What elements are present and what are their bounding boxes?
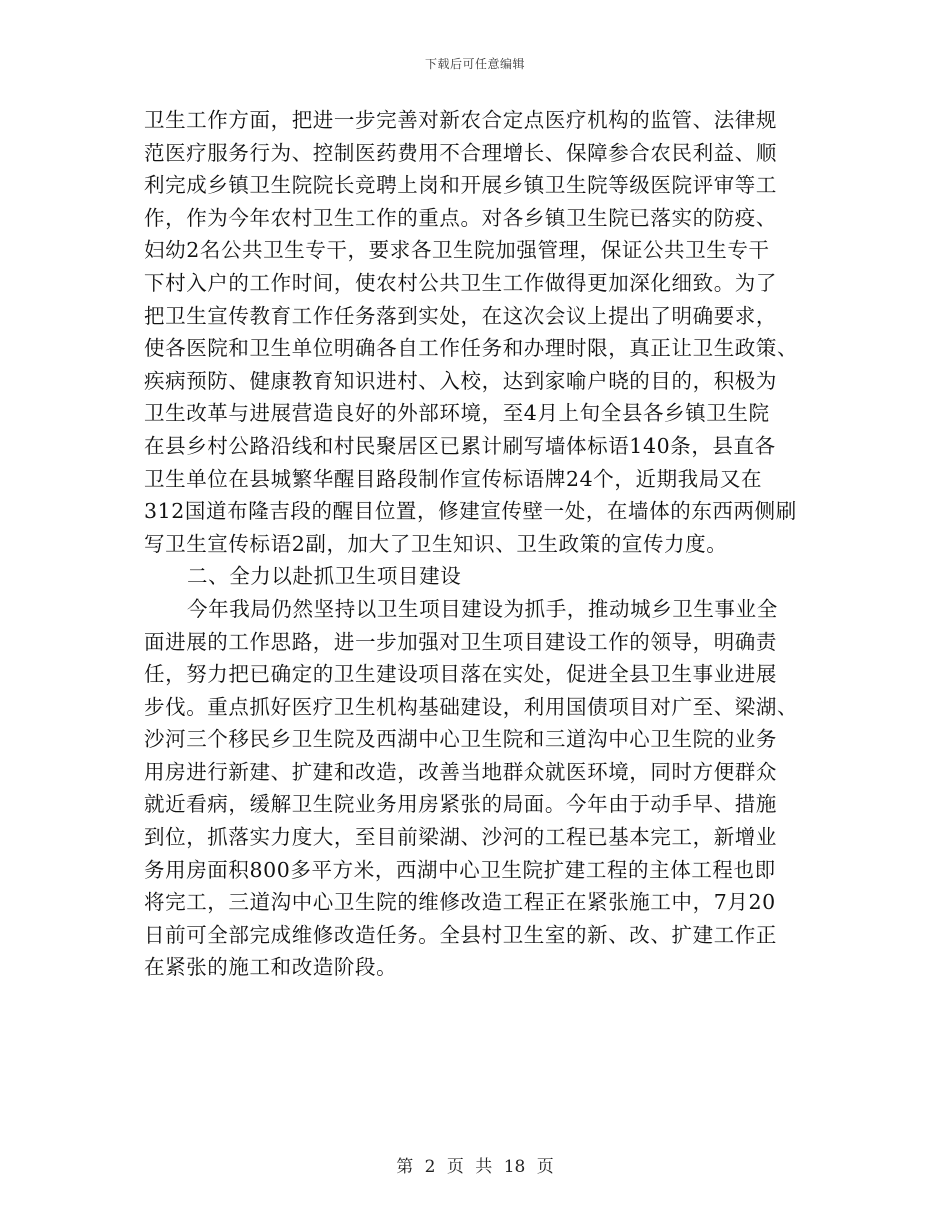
text-line: 作，作为今年农村卫生工作的重点。对各乡镇卫生院已落实的防疫、	[144, 205, 777, 230]
text-line: 范医疗服务行为、控制医药费用不合理增长、保障参合农民利益、顺	[144, 140, 777, 165]
text-line: 务用房面积800多平方米，西湖中心卫生院扩建工程的主体工程也即	[144, 857, 776, 882]
page-number: 第 2 页 共 18 页	[396, 1157, 554, 1177]
text-line: 步伐。重点抓好医疗卫生机构基础建设，利用国债项目对广至、梁湖、	[144, 694, 799, 719]
text-line: 妇幼2名公共卫生专干，要求各卫生院加强管理，保证公共卫生专干	[144, 238, 770, 263]
text-line: 把卫生宣传教育工作任务落到实处，在这次会议上提出了明确要求，	[144, 303, 777, 328]
text-line: 到位，抓落实力度大，至目前梁湖、沙河的工程已基本完工，新增业	[144, 825, 777, 850]
text-line: 日前可全部完成维修改造任务。全县村卫生室的新、改、扩建工作正	[144, 922, 777, 947]
text-line: 沙河三个移民乡卫生院及西湖中心卫生院和三道沟中心卫生院的业务	[144, 727, 777, 752]
text-line: 卫生工作方面，把进一步完善对新农合定点医疗机构的监管、法律规	[144, 108, 777, 132]
text-line: 今年我局仍然坚持以卫生项目建设为抓手，推动城乡卫生事业全	[187, 596, 778, 621]
page-header: 下载后可任意编辑	[424, 57, 525, 71]
text-line: 就近看病，缓解卫生院业务用房紧张的局面。今年由于动手早、措施	[144, 792, 777, 817]
text-line: 任，努力把已确定的卫生建设项目落在实处，促进全县卫生事业进展	[144, 662, 777, 687]
text-line: 写卫生宣传标语2副，加大了卫生知识、卫生政策的宣传力度。	[144, 531, 728, 556]
text-line: 312国道布隆吉段的醒目位置，修建宣传壁一处，在墙体的东西两侧刷	[144, 499, 797, 524]
text-line: 卫生改革与进展营造良好的外部环境，至4月上旬全县各乡镇卫生院	[144, 401, 770, 426]
text-line: 下村入户的工作时间，使农村公共卫生工作做得更加深化细致。为了	[144, 270, 777, 295]
text-line: 将完工，三道沟中心卫生院的维修改造工程正在紧张施工中，7月20	[144, 890, 776, 915]
text-line: 在县乡村公路沿线和村民聚居区已累计刷写墙体标语140条，县直各	[144, 433, 776, 458]
text-line: 卫生单位在县城繁华醒目路段制作宣传标语牌24个，近期我局又在	[144, 466, 763, 491]
text-line: 使各医院和卫生单位明确各自工作任务和办理时限，真正让卫生政策、	[144, 336, 799, 361]
text-line: 疾病预防、健康教育知识进村、入校，达到家喻户晓的目的，积极为	[144, 368, 777, 393]
text-line: 在紧张的施工和改造阶段。	[144, 955, 398, 980]
text-line: 面进展的工作思路，进一步加强对卫生项目建设工作的领导，明确责	[144, 629, 777, 654]
section-heading: 二、全力以赴抓卫生项目建设	[187, 564, 462, 589]
text-line: 利完成乡镇卫生院院长竞聘上岗和开展乡镇卫生院等级医院评审等工	[144, 173, 777, 198]
document-body	[144, 104, 808, 984]
text-line: 用房进行新建、扩建和改造，改善当地群众就医环境，同时方便群众	[144, 759, 777, 784]
